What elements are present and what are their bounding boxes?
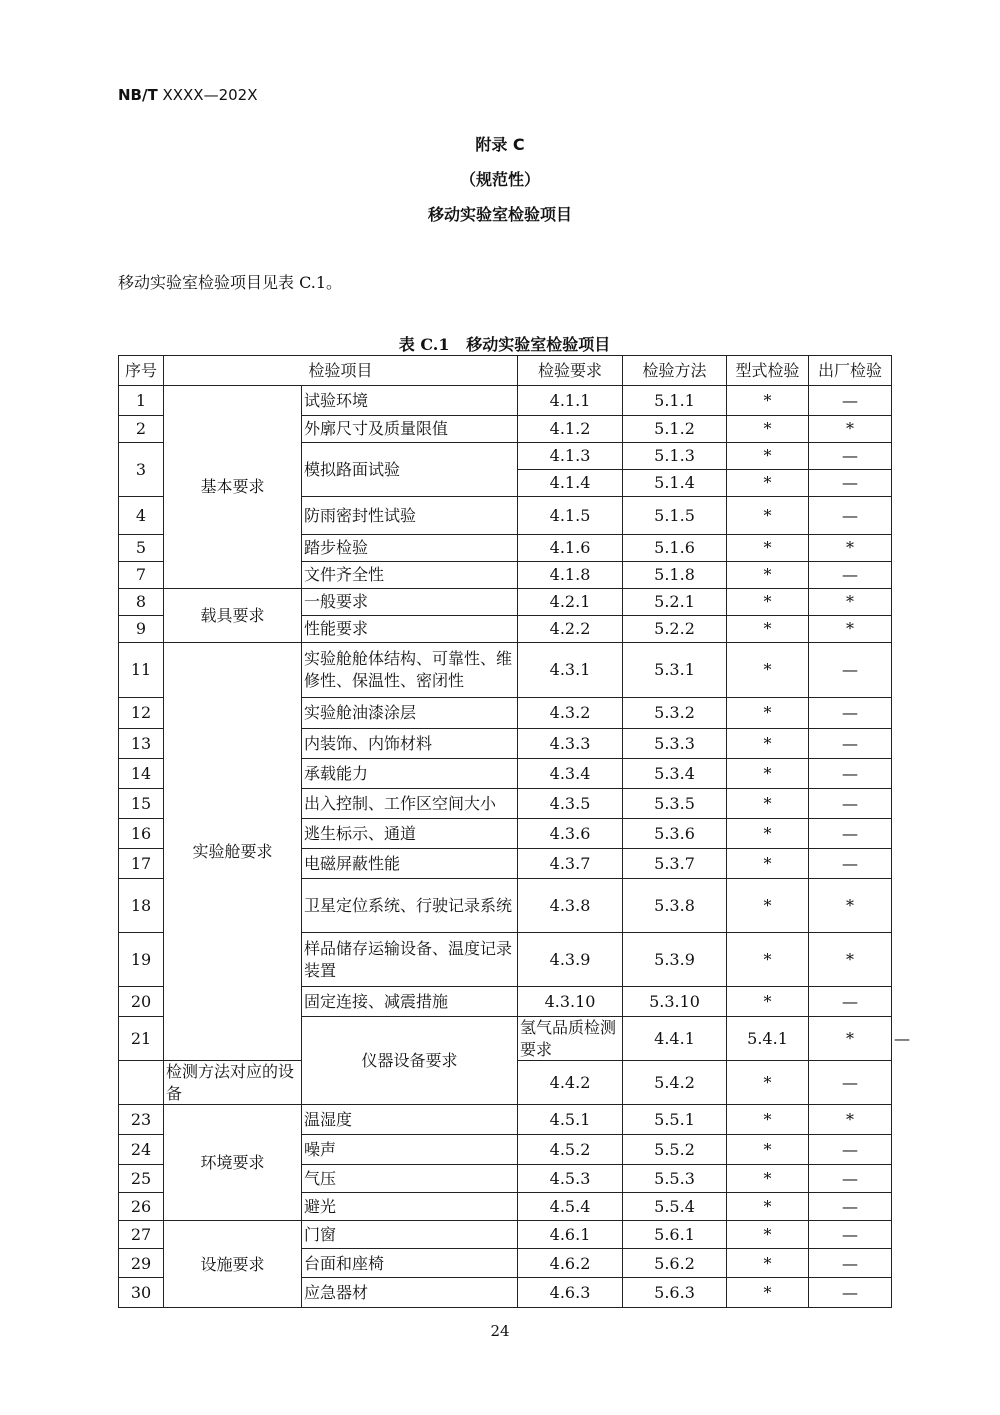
row-number: 27 [119, 1221, 164, 1249]
row-type-test: * [727, 643, 809, 698]
row-type-test: * [727, 416, 809, 443]
row-type-test: * [727, 1061, 809, 1105]
row-number: 29 [119, 1249, 164, 1278]
row-number: 5 [119, 535, 164, 562]
row-number: 17 [119, 849, 164, 879]
header-type-test: 型式检验 [727, 356, 809, 386]
row-item: 承载能力 [302, 759, 518, 789]
row-type-test: * [727, 1249, 809, 1278]
row-number: 15 [119, 789, 164, 819]
row-factory-test: — [809, 729, 892, 759]
row-item: 样品储存运输设备、温度记录装置 [302, 933, 518, 987]
row-item: 试验环境 [302, 386, 518, 416]
table-row [119, 643, 892, 698]
appendix-name: 移动实验室检验项目 [427, 205, 572, 224]
page-number: 24 [490, 1322, 510, 1340]
row-requirement: 4.3.9 [518, 933, 623, 987]
row-method: 5.4.1 [727, 1017, 809, 1061]
header-method: 检验方法 [623, 356, 727, 386]
header-no: 序号 [119, 356, 164, 386]
row-requirement: 4.1.5 [518, 497, 623, 535]
row-method: 5.3.1 [623, 643, 727, 698]
row-type-test: * [727, 616, 809, 643]
row-factory-test: — [809, 1193, 892, 1221]
row-item: 内装饰、内饰材料 [302, 729, 518, 759]
appendix-title: 附录 C [475, 135, 525, 154]
row-factory-test: — [809, 1221, 892, 1249]
row-method: 5.6.1 [623, 1221, 727, 1249]
row-method: 5.5.2 [623, 1135, 727, 1165]
row-factory-test: * [809, 933, 892, 987]
row-requirement: 4.3.7 [518, 849, 623, 879]
row-type-test: * [727, 1221, 809, 1249]
row-factory-test: * [809, 416, 892, 443]
row-requirement: 4.1.1 [518, 386, 623, 416]
row-method: 5.3.3 [623, 729, 727, 759]
row-factory-test: — [809, 698, 892, 729]
table-row [119, 1221, 892, 1249]
row-requirement: 4.3.2 [518, 698, 623, 729]
row-item: 噪声 [302, 1135, 518, 1165]
row-factory-test: — [809, 759, 892, 789]
row-requirement: 4.6.2 [518, 1249, 623, 1278]
row-factory-test: — [809, 819, 892, 849]
row-requirement: 4.5.3 [518, 1165, 623, 1193]
row-factory-test: * [809, 589, 892, 616]
row-method: 5.2.1 [623, 589, 727, 616]
table-row [119, 386, 892, 416]
row-method: 5.1.4 [623, 470, 727, 497]
row-method: 5.3.6 [623, 819, 727, 849]
document-code [118, 86, 257, 104]
header-factory-test: 出厂检验 [809, 356, 892, 386]
row-factory-test: — [809, 1249, 892, 1278]
row-requirement: 4.4.1 [623, 1017, 727, 1061]
row-requirement: 4.3.6 [518, 819, 623, 849]
row-item: 台面和座椅 [302, 1249, 518, 1278]
row-type-test: * [727, 1165, 809, 1193]
row-item: 出入控制、工作区空间大小 [302, 789, 518, 819]
row-factory-test: * [809, 535, 892, 562]
row-item: 避光 [302, 1193, 518, 1221]
row-method: 5.6.3 [623, 1278, 727, 1308]
row-item: 卫星定位系统、行驶记录系统 [302, 879, 518, 933]
row-factory-test: * [809, 879, 892, 933]
row-requirement: 4.2.2 [518, 616, 623, 643]
row-method: 5.5.4 [623, 1193, 727, 1221]
inspection-table [118, 355, 911, 1308]
row-method: 5.3.9 [623, 933, 727, 987]
row-item: 性能要求 [302, 616, 518, 643]
row-number: 30 [119, 1278, 164, 1308]
row-requirement: 4.5.1 [518, 1105, 623, 1135]
table-row [119, 1105, 892, 1135]
row-number: 23 [119, 1105, 164, 1135]
row-factory-test: * [809, 1105, 892, 1135]
row-item: 踏步检验 [302, 535, 518, 562]
row-factory-test: — [809, 1061, 892, 1105]
row-number: 13 [119, 729, 164, 759]
document-code-prefix: NB/T [118, 86, 158, 104]
document-code-number: XXXX—202X [157, 86, 258, 104]
row-number [119, 1061, 164, 1105]
table-row [119, 589, 892, 616]
row-method: 5.1.2 [623, 416, 727, 443]
row-type-test: * [727, 470, 809, 497]
row-method: 5.1.5 [623, 497, 727, 535]
row-method: 5.2.2 [623, 616, 727, 643]
row-item: 应急器材 [302, 1278, 518, 1308]
row-method: 5.3.5 [623, 789, 727, 819]
row-requirement: 4.1.4 [518, 470, 623, 497]
row-number: 7 [119, 562, 164, 589]
row-type-test: * [727, 589, 809, 616]
row-method: 5.1.1 [623, 386, 727, 416]
row-factory-test: — [809, 562, 892, 589]
row-method: 5.3.7 [623, 849, 727, 879]
row-type-test: * [727, 386, 809, 416]
row-type-test: * [727, 759, 809, 789]
row-method: 5.3.8 [623, 879, 727, 933]
row-item: 实验舱油漆涂层 [302, 698, 518, 729]
row-number: 3 [119, 443, 164, 497]
row-method: 5.5.3 [623, 1165, 727, 1193]
row-method: 5.1.6 [623, 535, 727, 562]
row-number: 11 [119, 643, 164, 698]
row-requirement: 4.6.3 [518, 1278, 623, 1308]
row-type-test: * [727, 1105, 809, 1135]
row-type-test: * [727, 562, 809, 589]
table-header-row [119, 356, 892, 386]
row-type-test: * [727, 497, 809, 535]
row-requirement: 4.3.4 [518, 759, 623, 789]
row-item: 一般要求 [302, 589, 518, 616]
row-number: 12 [119, 698, 164, 729]
header-item: 检验项目 [164, 356, 518, 386]
row-number: 4 [119, 497, 164, 535]
header-req: 检验要求 [518, 356, 623, 386]
row-number: 25 [119, 1165, 164, 1193]
row-item: 检测方法对应的设备 [164, 1061, 302, 1105]
row-requirement: 4.2.1 [518, 589, 623, 616]
row-factory-test: — [809, 1278, 892, 1308]
table-row: 21 仪器设备要求 氢气品质检测要求 4.4.1 5.4.1 * — [119, 1017, 892, 1061]
intro-paragraph: 移动实验室检验项目见表 C.1。 [118, 273, 343, 292]
row-number: 1 [119, 386, 164, 416]
row-item: 气压 [302, 1165, 518, 1193]
row-type-test: * [727, 1278, 809, 1308]
row-item: 固定连接、减震措施 [302, 987, 518, 1017]
row-item: 氢气品质检测要求 [518, 1017, 623, 1061]
row-item: 实验舱舱体结构、可靠性、维修性、保温性、密闭性 [302, 643, 518, 698]
row-group: 设施要求 [164, 1221, 302, 1308]
row-item: 模拟路面试验 [302, 443, 518, 497]
row-type-test: * [727, 933, 809, 987]
row-requirement: 4.5.2 [518, 1135, 623, 1165]
row-requirement: 4.6.1 [518, 1221, 623, 1249]
row-number: 9 [119, 616, 164, 643]
row-factory-test: — [809, 386, 892, 416]
row-method: 5.1.8 [623, 562, 727, 589]
row-type-test: * [727, 535, 809, 562]
row-type-test: * [727, 729, 809, 759]
row-item: 文件齐全性 [302, 562, 518, 589]
row-method: 5.4.2 [623, 1061, 727, 1105]
row-method: 5.6.2 [623, 1249, 727, 1278]
row-type-test: * [727, 698, 809, 729]
row-factory-test: — [809, 789, 892, 819]
row-item: 外廓尺寸及质量限值 [302, 416, 518, 443]
row-method: 5.3.10 [623, 987, 727, 1017]
row-method: 5.3.4 [623, 759, 727, 789]
row-number: 26 [119, 1193, 164, 1221]
row-type-test: * [727, 443, 809, 470]
row-type-test: * [727, 987, 809, 1017]
row-requirement: 4.1.6 [518, 535, 623, 562]
row-group: 仪器设备要求 [302, 1017, 518, 1105]
row-factory-test: — [809, 470, 892, 497]
row-number: 8 [119, 589, 164, 616]
row-requirement: 4.5.4 [518, 1193, 623, 1221]
row-number: 14 [119, 759, 164, 789]
row-factory-test: * [809, 616, 892, 643]
row-type-test: * [727, 879, 809, 933]
appendix-type: （规范性） [459, 170, 540, 189]
row-requirement: 4.3.8 [518, 879, 623, 933]
row-factory-test: — [809, 1165, 892, 1193]
row-type-test: * [727, 849, 809, 879]
row-factory-test: — [809, 497, 892, 535]
row-factory-test: — [809, 1135, 892, 1165]
row-item: 门窗 [302, 1221, 518, 1249]
row-item: 防雨密封性试验 [302, 497, 518, 535]
table-caption-number: 表 C.1 [398, 335, 450, 354]
row-number: 20 [119, 987, 164, 1017]
row-number: 16 [119, 819, 164, 849]
row-requirement: 4.3.5 [518, 789, 623, 819]
row-method: 5.1.3 [623, 443, 727, 470]
row-factory-test: — [809, 987, 892, 1017]
row-number: 18 [119, 879, 164, 933]
row-number: 24 [119, 1135, 164, 1165]
row-group: 载具要求 [164, 589, 302, 643]
row-type-test: * [727, 819, 809, 849]
row-requirement: 4.1.8 [518, 562, 623, 589]
table-caption-title: 移动实验室检验项目 [466, 335, 611, 354]
row-item: 温湿度 [302, 1105, 518, 1135]
row-group: 实验舱要求 [164, 643, 302, 1061]
row-group: 基本要求 [164, 386, 302, 589]
row-factory-test: — [809, 643, 892, 698]
row-requirement: 4.3.1 [518, 643, 623, 698]
row-factory-test: — [809, 849, 892, 879]
row-item: 电磁屏蔽性能 [302, 849, 518, 879]
row-number: 2 [119, 416, 164, 443]
row-group: 环境要求 [164, 1105, 302, 1221]
row-requirement: 4.1.2 [518, 416, 623, 443]
table-caption [118, 332, 891, 355]
row-type-test: * [727, 1135, 809, 1165]
row-type-test: * [727, 789, 809, 819]
row-number: 19 [119, 933, 164, 987]
row-requirement: 4.3.10 [518, 987, 623, 1017]
row-number: 21 [119, 1017, 164, 1061]
row-requirement: 4.3.3 [518, 729, 623, 759]
row-requirement: 4.1.3 [518, 443, 623, 470]
row-factory-test: — [809, 443, 892, 470]
row-type-test: * [809, 1017, 892, 1061]
row-type-test: * [727, 1193, 809, 1221]
row-item: 逃生标示、通道 [302, 819, 518, 849]
row-method: 5.5.1 [623, 1105, 727, 1135]
row-requirement: 4.4.2 [518, 1061, 623, 1105]
row-method: 5.3.2 [623, 698, 727, 729]
